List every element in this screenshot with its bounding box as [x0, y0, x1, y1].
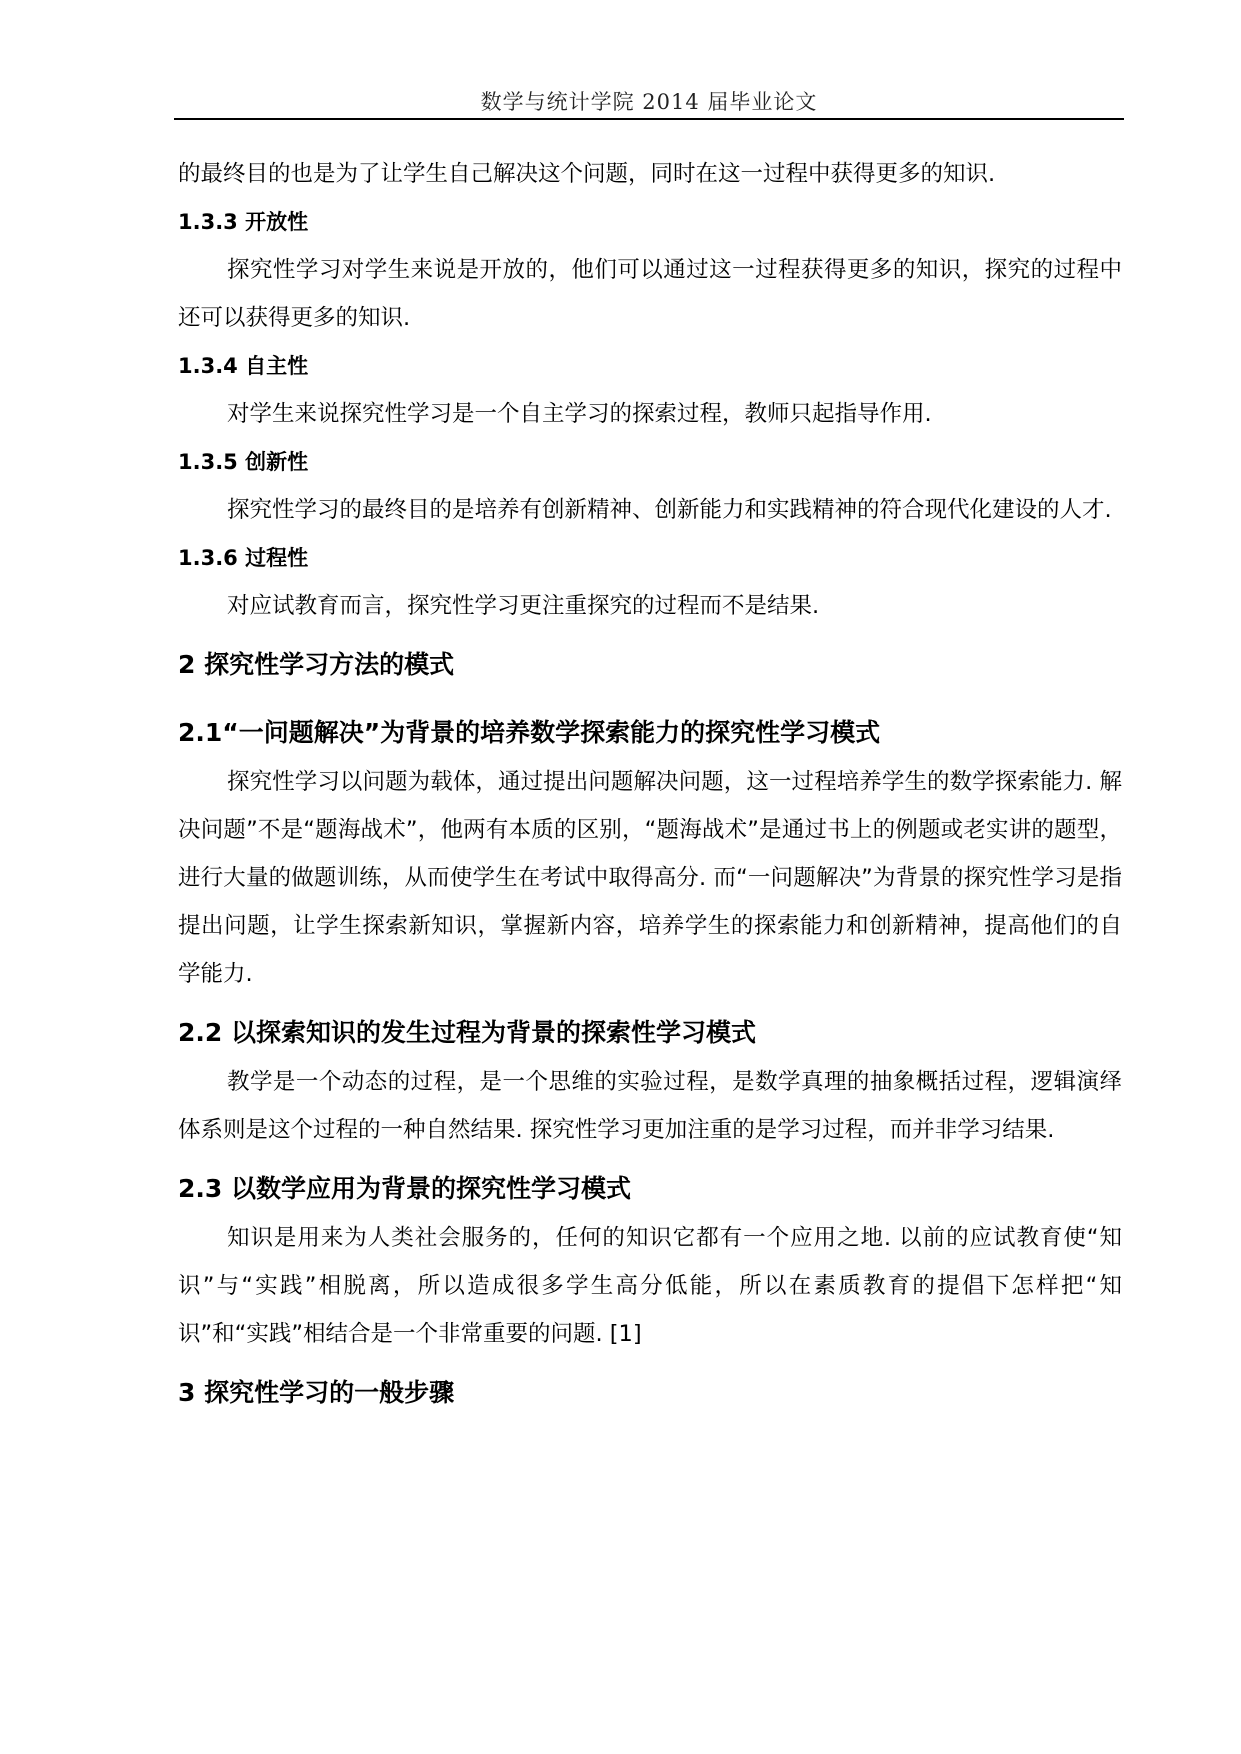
paragraph-1-3-4: 对学生来说探究性学习是一个自主学习的探索过程，教师只起指导作用.	[227, 401, 932, 427]
page-header: 数学与统计学院 2014 届毕业论文	[480, 90, 818, 114]
spacer	[178, 1154, 1122, 1164]
spacer	[178, 690, 1122, 708]
heading-2: 2 探究性学习方法的模式	[178, 650, 455, 679]
paragraph-1-3-6: 对应试教育而言，探究性学习更注重探究的过程而不是结果.	[227, 593, 820, 619]
heading-2-2: 2.2 以探索知识的发生过程为背景的探索性学习模式	[178, 1018, 756, 1047]
paragraph-2-1: 探究性学习以问题为载体，通过提出问题解决问题，这一过程培养学生的数学探索能力. 解决问题”不是“题海战术”，他两有本质的区别，“题海战术”是通过书上的例题或老实讲的题型，进行大量的做题训练，从而使学生在考试中取得高分. 而“一问题解决”为背景的探究性学习是指提出问题，让学生探索新知识，掌握新内容，培养学生的探索能力和创新精神，提高他们的自学能力.	[178, 769, 1122, 987]
heading-1-3-5: 1.3.5 创新性	[178, 450, 309, 474]
paragraph-1-3-3: 探究性学习对学生来说是开放的，他们可以通过这一过程获得更多的知识，探究的过程中还可以获得更多的知识.	[178, 257, 1122, 331]
paragraph-1-3-5: 探究性学习的最终目的是培养有创新精神、创新能力和实践精神的符合现代化建设的人才.	[227, 497, 1112, 523]
header-rule	[174, 118, 1124, 120]
heading-2-3: 2.3 以数学应用为背景的探究性学习模式	[178, 1174, 631, 1203]
paragraph-2-2: 教学是一个动态的过程，是一个思维的实验过程，是数学真理的抽象概括过程，逻辑演绎体系则是这个过程的一种自然结果. 探究性学习更加注重的是学习过程，而并非学习结果.	[178, 1069, 1122, 1143]
spacer	[178, 630, 1122, 640]
heading-1-3-4: 1.3.4 自主性	[178, 354, 309, 378]
heading-1-3-6: 1.3.6 过程性	[178, 546, 309, 570]
paragraph-continued: 的最终目的也是为了让学生自己解决这个问题，同时在这一过程中获得更多的知识.	[178, 161, 996, 187]
spacer	[178, 998, 1122, 1008]
document-body	[178, 150, 1122, 1418]
spacer	[178, 1358, 1122, 1368]
heading-1-3-3: 1.3.3 开放性	[178, 210, 309, 234]
paragraph-2-3: 知识是用来为人类社会服务的，任何的知识它都有一个应用之地. 以前的应试教育使“知识”与“实践”相脱离，所以造成很多学生高分低能，所以在素质教育的提倡下怎样把“知识”和“实践”相结合是一个非常重要的问题. [1]	[178, 1225, 1122, 1347]
heading-2-1: 2.1“一问题解决”为背景的培养数学探索能力的探究性学习模式	[178, 718, 881, 747]
heading-3: 3 探究性学习的一般步骤	[178, 1378, 455, 1407]
